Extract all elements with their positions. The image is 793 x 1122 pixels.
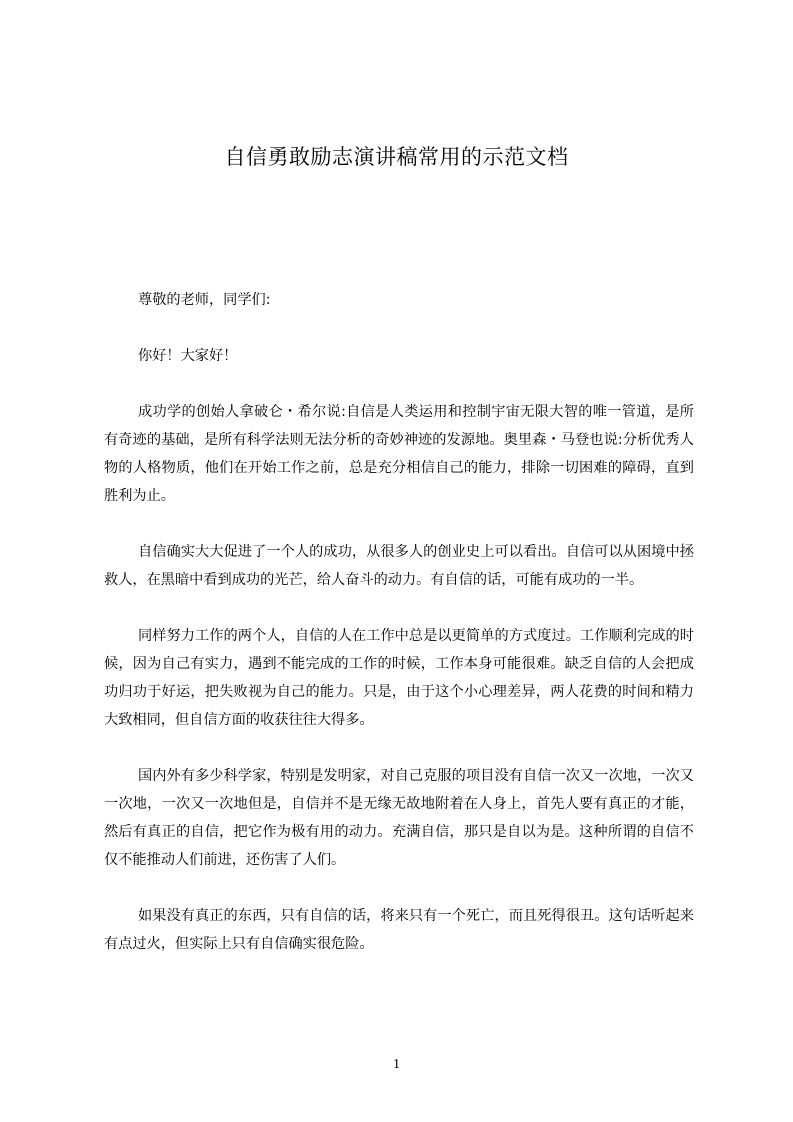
salutation-paragraph: 尊敬的老师，同学们: [138, 292, 271, 308]
page-number: 1 [393, 1057, 400, 1072]
body-paragraph: 成功学的创始人拿破仑・希尔说:自信是人类运用和控制宇宙无限大智的唯一管道，是所有奇迹的基础，是所有科学法则无法分析的奇妙神迹的发源地。奥里森・马登也说:分析优秀人物的人格物质，他们在开始工作之前，总是充分相信自己的能力，排除一切困难的障碍，直到胜利为止。 [104, 404, 694, 504]
greeting-paragraph: 你好！大家好！ [138, 348, 238, 364]
body-paragraph: 自信确实大大促进了一个人的成功，从很多人的创业史上可以看出。自信可以从困境中拯救人，在黑暗中看到成功的光芒，给人奋斗的动力。有自信的话，可能有成功的一半。 [104, 544, 694, 588]
document-body [104, 286, 694, 986]
body-paragraph: 同样努力工作的两个人，自信的人在工作中总是以更简单的方式度过。工作顺利完成的时候，因为自己有实力，遇到不能完成的工作的时候，工作本身可能很难。缺乏自信的人会把成功归功于好运，把失败视为自己的能力。只是，由于这个小心理差异，两人花费的时间和精力大致相同，但自信方面的收获往往大得多。 [104, 628, 694, 728]
body-paragraph: 国内外有多少科学家，特别是发明家，对自己克服的项目没有自信一次又一次地，一次又一次地，一次又一次地但是，自信并不是无缘无故地附着在人身上，首先人要有真正的才能，然后有真正的自信，把它作为极有用的动力。充满自信，那只是自以为是。这种所谓的自信不仅不能推动人们前进，还伤害了人们。 [104, 768, 694, 868]
document-title: 自信勇敢励志演讲稿常用的示范文档 [224, 145, 569, 169]
body-paragraph: 如果没有真正的东西，只有自信的话，将来只有一个死亡，而且死得很丑。这句话听起来有点过火，但实际上只有自信确实很危险。 [104, 908, 694, 952]
